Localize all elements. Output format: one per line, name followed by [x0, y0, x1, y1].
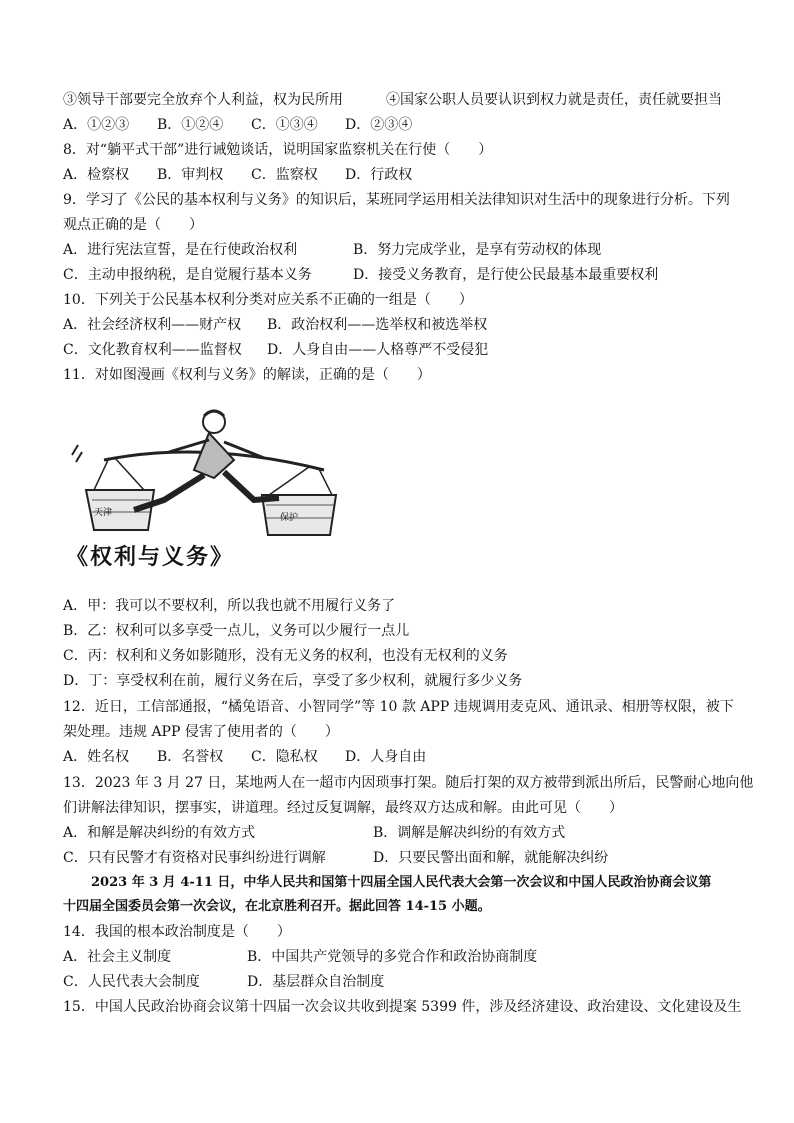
option-c: C．只有民警才有资格对民事纠纷进行调解 [63, 850, 326, 866]
q10-options-cd [63, 340, 488, 360]
question-13-line2: 们讲解法律知识，摆事实，讲道理。经过反复调解，最终双方达成和解。由此可见（ ） [63, 800, 623, 816]
q10-options-ab [63, 315, 487, 335]
option-a: A．①②③ [63, 117, 130, 133]
q7-statement-3: ③领导干部要完全放弃个人利益，权为民所用 [63, 92, 343, 108]
option-a: A．进行宪法宣誓，是在行使政治权利 [63, 242, 298, 258]
comic-left-label: 天津 [94, 508, 113, 518]
option-d: D．接受义务教育，是行使公民最基本最重要权利 [353, 267, 659, 283]
option-a: A．社会经济权利——财产权 [63, 317, 242, 333]
q14-options-cd [63, 972, 384, 992]
option-c: C．①③④ [251, 117, 318, 133]
question-13-line1: 13．2023 年 3 月 27 日，某地两人在一超市内因琐事打架。随后打架的双方被带到派出所后，民警耐心地向他 [63, 775, 754, 791]
q9-options-cd [63, 265, 658, 285]
comic-caption: 《权利与义务》 [66, 545, 235, 570]
option-b: B．中国共产党领导的多党合作和政治协商制度 [247, 949, 538, 965]
option-b: B．努力完成学业，是享有劳动权的体现 [353, 242, 602, 258]
option-c: C．主动申报纳税，是自觉履行基本义务 [63, 267, 312, 283]
option-b: B．调解是解决纠纷的有效方式 [373, 825, 566, 841]
q9-options-ab [63, 240, 601, 260]
question-12-line2: 架处理。违规 APP 侵害了使用者的（ ） [63, 724, 339, 740]
question-9-line1: 9．学习了《公民的基本权利与义务》的知识后，某班同学运用相关法律知识对生活中的现象进行分析。下列 [63, 192, 730, 208]
question-8: 8．对“躺平式干部”进行诫勉谈话，说明国家监察机关在行使（ ） [63, 142, 493, 158]
q11-option-b: B．乙：权利可以多享受一点儿，义务可以少履行一点儿 [63, 623, 410, 639]
option-c: C．人民代表大会制度 [63, 974, 200, 990]
material-intro-line2: 十四届全国委员会第一次会议，在北京胜利召开。据此回答 14-15 小题。 [63, 899, 491, 914]
option-d: D．基层群众自治制度 [247, 974, 385, 990]
q11-option-a: A．甲：我可以不要权利，所以我也就不用履行义务了 [63, 598, 396, 614]
q13-options-ab [63, 823, 565, 843]
q12-options [63, 747, 426, 767]
option-a: A．姓名权 [63, 749, 130, 765]
option-b: B．①②④ [157, 117, 224, 133]
option-d: D．②③④ [345, 117, 413, 133]
question-15: 15．中国人民政治协商会议第十四届一次会议共收到提案 5399 件，涉及经济建设、政治建设、文化建设及生 [63, 999, 742, 1015]
option-c: C．隐私权 [251, 749, 318, 765]
option-b: B．政治权利——选举权和被选举权 [267, 317, 488, 333]
question-14: 14．我国的根本政治制度是（ ） [63, 924, 291, 940]
material-intro-line1: 2023 年 3 月 4-11 日，中华人民共和国第十四届全国人民代表大会第一次会议和中国人民政治协商会议第 [91, 875, 712, 890]
q14-options-ab [63, 947, 537, 967]
option-c: C．文化教育权利——监督权 [63, 342, 242, 358]
q7-statement-4: ④国家公职人员要认识到权力就是责任，责任就要担当 [386, 92, 722, 108]
option-b: B．审判权 [157, 167, 224, 183]
option-a: A．和解是解决纠纷的有效方式 [63, 825, 256, 841]
q11-option-c: C．丙：权利和义务如影随形，没有无义务的权利，也没有无权利的义务 [63, 648, 508, 664]
q11-option-d: D．丁：享受权利在前，履行义务在后，享受了多少权利，就履行多少义务 [63, 673, 523, 689]
option-d: D．人身自由——人格尊严不受侵犯 [267, 342, 489, 358]
q7-options [63, 115, 412, 135]
option-d: D．行政权 [345, 167, 413, 183]
question-10: 10．下列关于公民基本权利分类对应关系不正确的一组是（ ） [63, 292, 473, 308]
q8-options [63, 165, 412, 185]
option-d: D．人身自由 [345, 749, 427, 765]
comic-right-label: 保护 [280, 513, 299, 523]
question-11: 11．对如图漫画《权利与义务》的解读，正确的是（ ） [63, 367, 431, 383]
option-a: A．社会主义制度 [63, 949, 172, 965]
question-9-line2: 观点正确的是（ ） [63, 217, 203, 233]
question-12-line1: 12．近日，工信部通报，“橘兔语音、小智同学”等 10 款 APP 违规调用麦克风、通讯录、相册等权限，被下 [63, 699, 734, 715]
option-c: C．监察权 [251, 167, 318, 183]
option-d: D．只要民警出面和解，就能解决纠纷 [373, 850, 609, 866]
q13-options-cd [63, 848, 608, 868]
option-a: A．检察权 [63, 167, 130, 183]
option-b: B．名誉权 [157, 749, 224, 765]
